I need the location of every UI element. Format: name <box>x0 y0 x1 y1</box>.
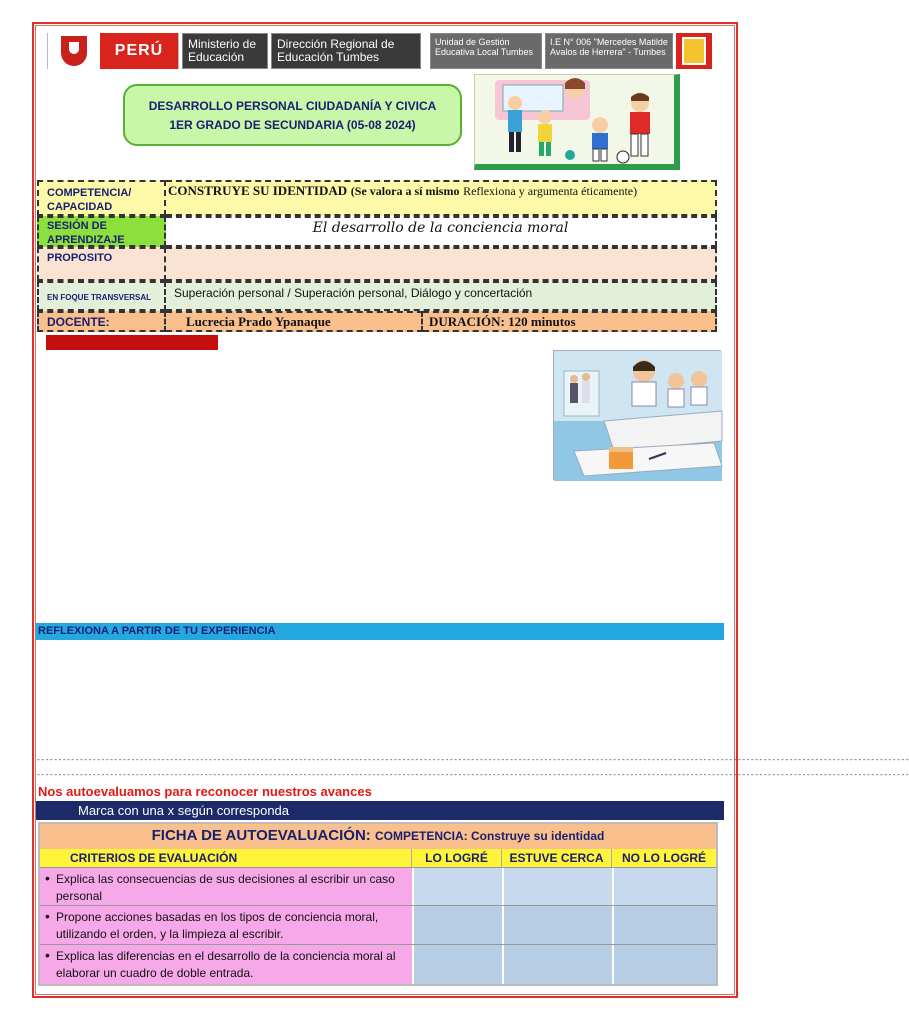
proposito-row <box>37 247 717 281</box>
peru-label: PERÚ <box>100 33 178 69</box>
check-logre[interactable] <box>412 868 502 905</box>
competencia-value <box>166 180 717 216</box>
kids-playing-illustration <box>474 74 680 170</box>
competencia-row <box>37 180 717 216</box>
proposito-value <box>166 247 717 281</box>
ficha-title-main: FICHA DE AUTOEVALUACIÓN: <box>151 827 371 844</box>
check-logre[interactable] <box>412 906 502 944</box>
ie-label: I.E N° 006 "Mercedes Matilde Avalos de Herrera" - Tumbes <box>545 33 673 69</box>
direccion-label: Dirección Regional de Educación Tumbes <box>271 33 421 69</box>
peru-banner <box>47 33 179 69</box>
course-title <box>123 84 462 146</box>
col-cerca: ESTUVE CERCA <box>502 849 612 867</box>
table-header-row <box>40 849 716 867</box>
check-logre[interactable] <box>412 945 502 984</box>
table-row <box>40 905 716 944</box>
competencia-bold: CONSTRUYE SU IDENTIDAD <box>168 183 348 198</box>
check-cerca[interactable] <box>502 945 612 984</box>
autoevaluacion-table <box>38 822 718 986</box>
ficha-title <box>40 824 716 849</box>
check-no-logre[interactable] <box>612 906 716 944</box>
docente-row <box>37 311 717 332</box>
sesion-value: El desarrollo de la conciencia moral <box>166 216 717 247</box>
enfoque-label: EN FOQUE TRANSVERSAL <box>37 281 166 311</box>
enfoque-value: Superación personal / Superación personal, Diálogo y concertación <box>166 281 717 311</box>
ugel-label: Unidad de Gestión Educativa Local Tumbes <box>430 33 542 69</box>
proposito-label: PROPOSITO <box>37 247 166 281</box>
sesion-label: SESIÓN DE APRENDIZAJE <box>37 216 166 247</box>
check-no-logre[interactable] <box>612 868 716 905</box>
coat-of-arms-icon <box>48 33 100 69</box>
course-title-line1: DESARROLLO PERSONAL CIUDADANÍA Y CIVICA <box>148 99 437 113</box>
criterio-text: • Explica las diferencias en el desarrollo de la conciencia moral al elaborar un cuadro de doble entrada. <box>40 945 412 984</box>
col-criterios: CRITERIOS DE EVALUACIÓN <box>40 849 412 867</box>
ministerio-label: Ministerio de Educación <box>182 33 268 69</box>
institution-header <box>47 33 719 71</box>
answer-line-2: ----------------------------------------------------------------------------------------------------------------------------------------------------------------------------------------------------------- <box>36 771 909 780</box>
docente-value: Lucrecia Prado Ypanaque <box>166 311 423 332</box>
check-cerca[interactable] <box>502 906 612 944</box>
table-row <box>40 944 716 984</box>
school-logo-icon <box>676 33 712 69</box>
enfoque-row <box>37 281 717 311</box>
competencia-bold2: (Se valora a sí mismo <box>350 184 460 198</box>
criterio-text: • Explica las consecuencias de sus decisiones al escribir un caso personal <box>40 868 412 905</box>
classroom-illustration <box>553 350 721 480</box>
col-no-logre: NO LO LOGRÉ <box>622 851 706 865</box>
sesion-row <box>37 216 717 247</box>
duracion-value: DURACIÓN: 120 minutos <box>423 311 717 332</box>
table-row <box>40 867 716 905</box>
check-no-logre[interactable] <box>612 945 716 984</box>
autoevaluacion-heading: Nos autoevaluamos para reconocer nuestros avances <box>38 784 372 799</box>
ficha-title-sub: COMPETENCIA: Construye su identidad <box>374 829 605 843</box>
marca-instruction: Marca con una x según corresponda <box>36 801 724 820</box>
course-title-line2: 1ER GRADO DE SECUNDARIA (05-08 2024) <box>169 118 416 132</box>
docente-label: DOCENTE: <box>37 311 166 332</box>
criterio-text: • Propone acciones basadas en los tipos de conciencia moral, utilizando el orden, y la limpieza al escribir. <box>40 906 412 944</box>
reflexiona-header: REFLEXIONA A PARTIR DE TU EXPERIENCIA <box>36 623 724 640</box>
col-logre: LO LOGRÉ <box>412 849 502 867</box>
answer-line-1: ----------------------------------------------------------------------------------------------------------------------------------------------------------------------------------------------------------- <box>36 756 909 765</box>
check-cerca[interactable] <box>502 868 612 905</box>
red-divider <box>46 335 218 350</box>
competencia-label: COMPETENCIA/ CAPACIDAD <box>37 180 166 216</box>
competencia-rest: Reflexiona y argumenta éticamente) <box>463 184 638 198</box>
